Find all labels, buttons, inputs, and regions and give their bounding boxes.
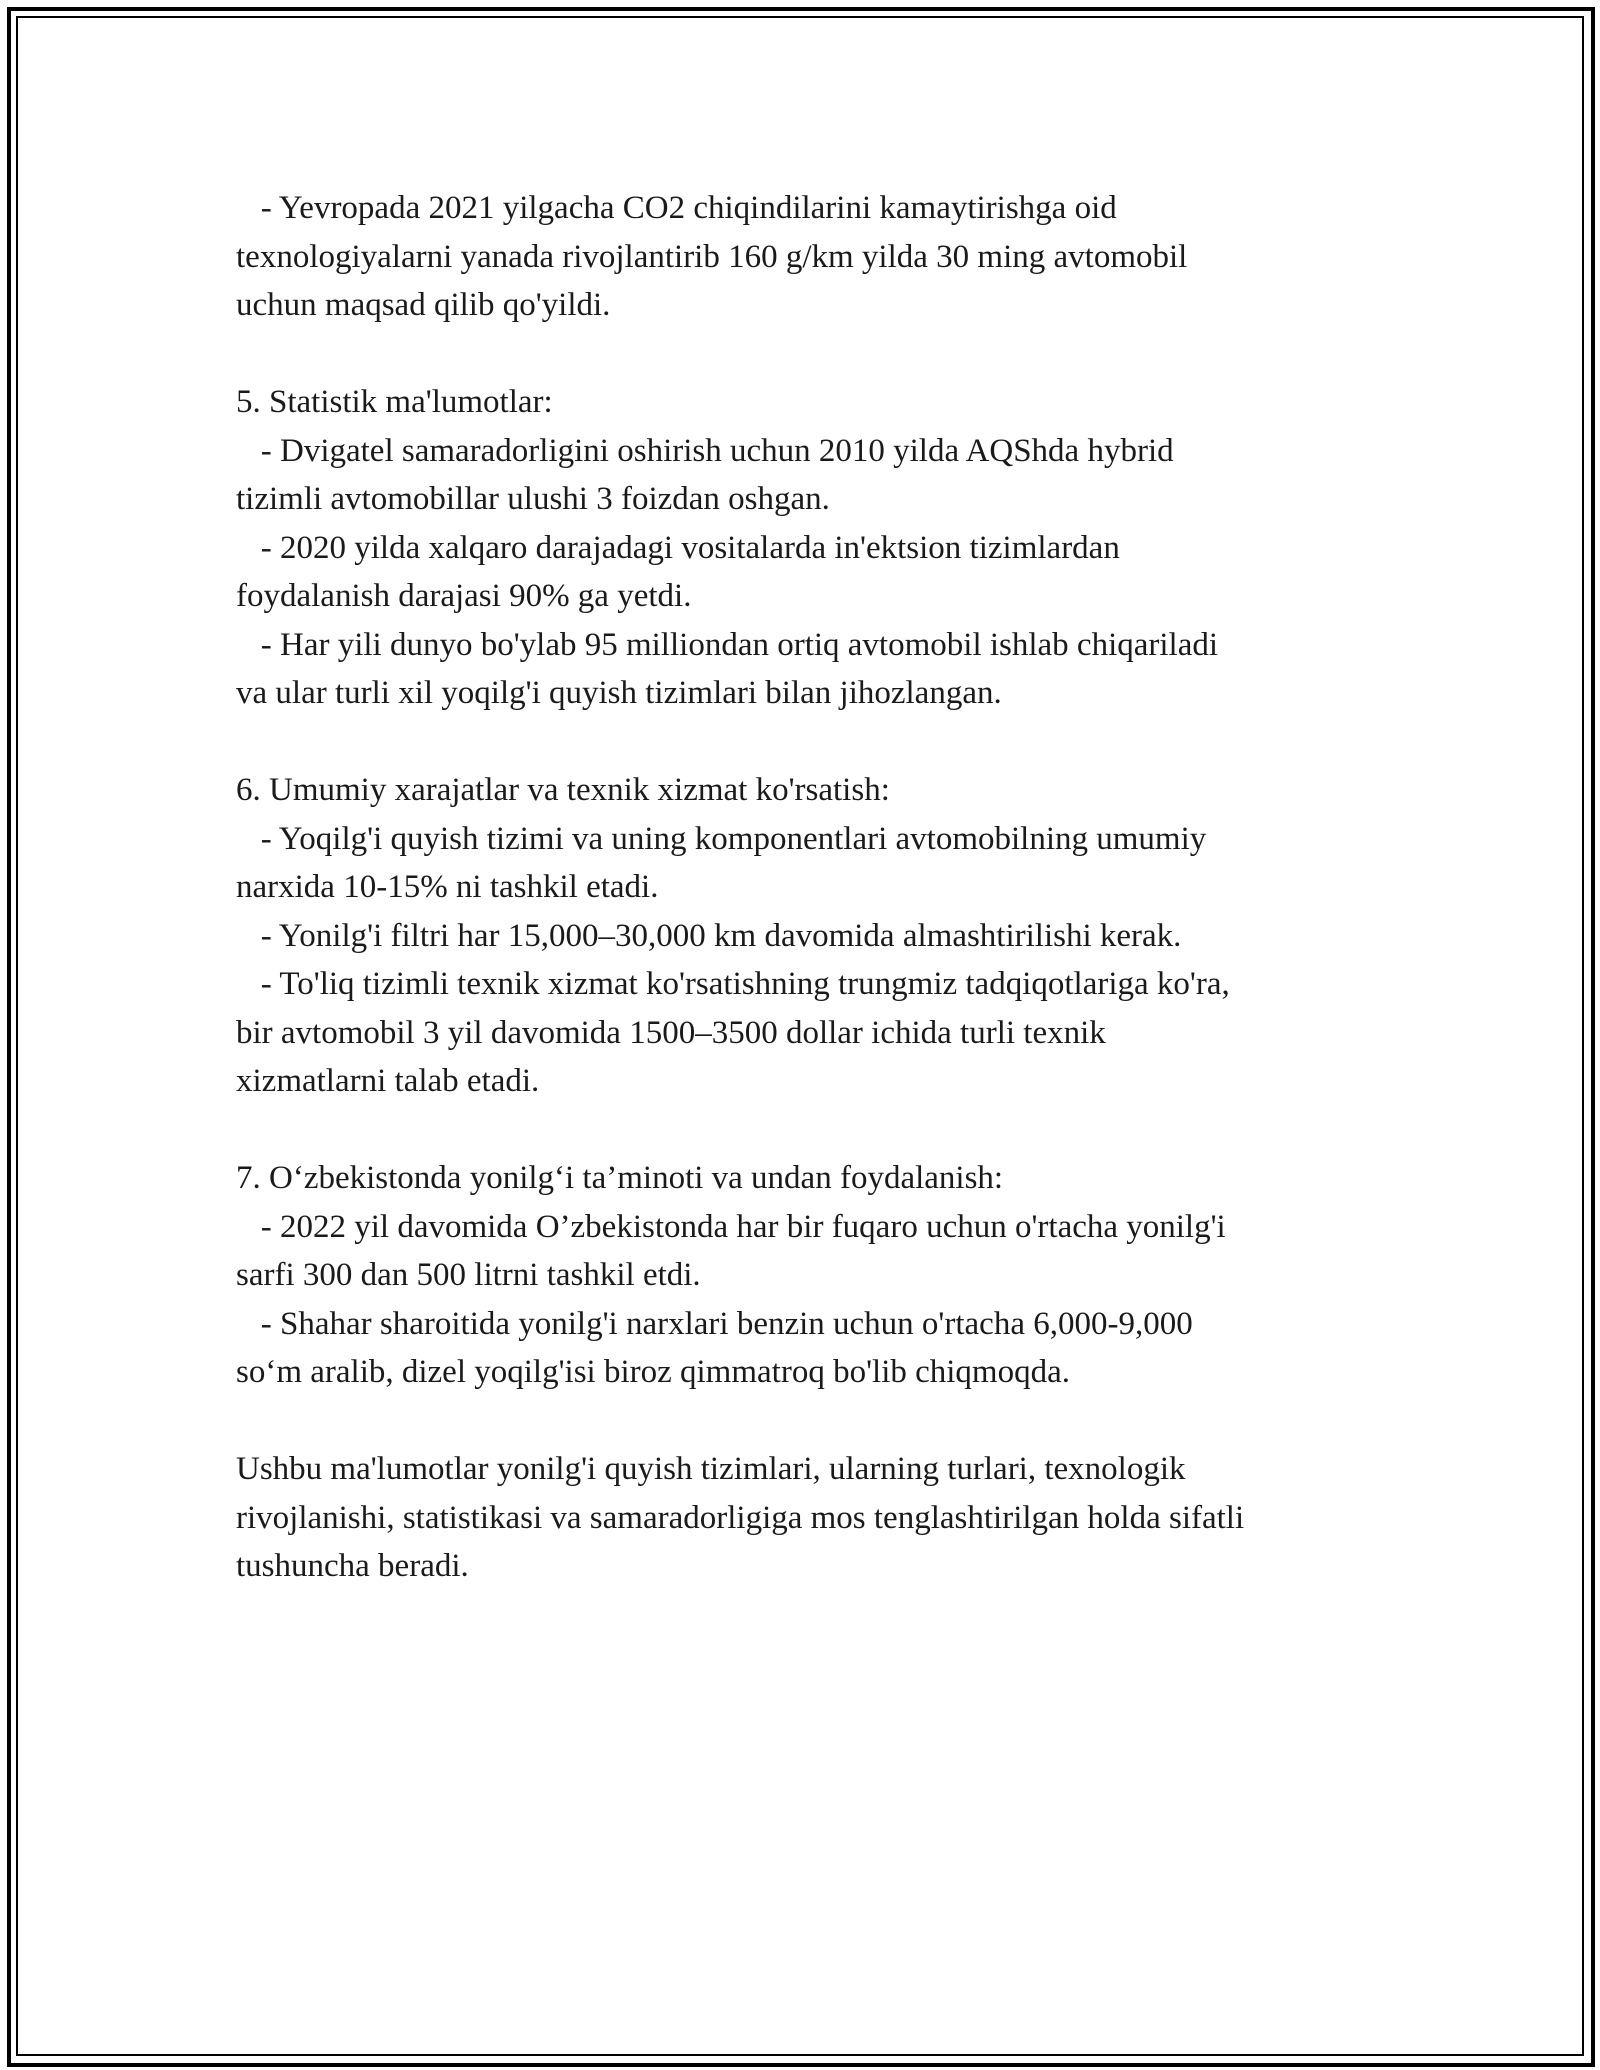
text-line: tushuncha beradi. [236,1548,469,1584]
text-line: foydalanish darajasi 90% ga yetdi. [236,578,692,614]
text-line: tizimli avtomobillar ulushi 3 foizdan oshgan. [236,481,830,517]
text-line: - Shahar sharoitida yonilg'i narxlari benzin uchun o'rtacha 6,000-9,000 [236,1305,1193,1342]
text-line: - 2020 yilda xalqaro darajadagi vositalarda in'ektsion tizimlardan [236,529,1120,566]
text-line: - To'liq tizimli texnik xizmat ko'rsatishning trungmiz tadqiqotlariga ko'ra, [236,966,1230,1002]
text-line: bir avtomobil 3 yil davomida 1500–3500 dollar ichida turli texnik [236,1014,1106,1051]
section-co2-targets [236,184,1416,330]
text-line: so‘m aralib, dizel yoqilg'isi biroz qimmatroq bo'lib chiqmoqda. [236,1354,1070,1390]
section-statistics [236,378,1416,718]
text-line: - Har yili dunyo bo'ylab 95 milliondan ortiq avtomobil ishlab chiqariladi [236,626,1219,663]
section-uzbekistan-fuel [236,1154,1416,1397]
text-line: xizmatlarni talab etadi. [236,1063,540,1099]
section-heading: 6. Umumiy xarajatlar va texnik xizmat ko'rsatish: [236,772,890,808]
text-line: sarfi 300 dan 500 litrni tashkil etdi. [236,1257,701,1293]
section-costs-maintenance [236,766,1416,1106]
text-line: - Yevropada 2021 yilgacha CO2 chiqindilarini kamaytirishga oid [236,190,1117,226]
document-body [236,184,1416,1639]
text-line: va ular turli xil yoqilg'i quyish tizimlari bilan jihozlangan. [236,675,1002,711]
text-line: Ushbu ma'lumotlar yonilg'i quyish tizimlari, ularning turlari, texnologik [236,1451,1186,1487]
text-line: texnologiyalarni yanada rivojlantirib 160 g/km yilda 30 ming avtomobil [236,238,1188,275]
text-line: uchun maqsad qilib qo'yildi. [236,287,611,323]
text-line: - Dvigatel samaradorligini oshirish uchun 2010 yilda AQShda hybrid [236,432,1174,469]
text-line: narxida 10-15% ni tashkil etadi. [236,869,659,905]
text-line: - Yonilg'i filtri har 15,000–30,000 km davomida almashtirilishi kerak. [236,917,1182,954]
text-line: - Yoqilg'i quyish tizimi va uning komponentlari avtomobilning umumiy [236,820,1207,857]
section-heading: 5. Statistik ma'lumotlar: [236,384,553,420]
section-conclusion [236,1445,1416,1591]
section-heading: 7. O‘zbekistonda yonilg‘i ta’minoti va undan foydalanish: [236,1160,1004,1196]
text-line: rivojlanishi, statistikasi va samaradorligiga mos tenglashtirilgan holda sifatli [236,1499,1245,1536]
text-line: - 2022 yil davomida O’zbekistonda har bir fuqaro uchun o'rtacha yonilg'i [236,1208,1226,1245]
